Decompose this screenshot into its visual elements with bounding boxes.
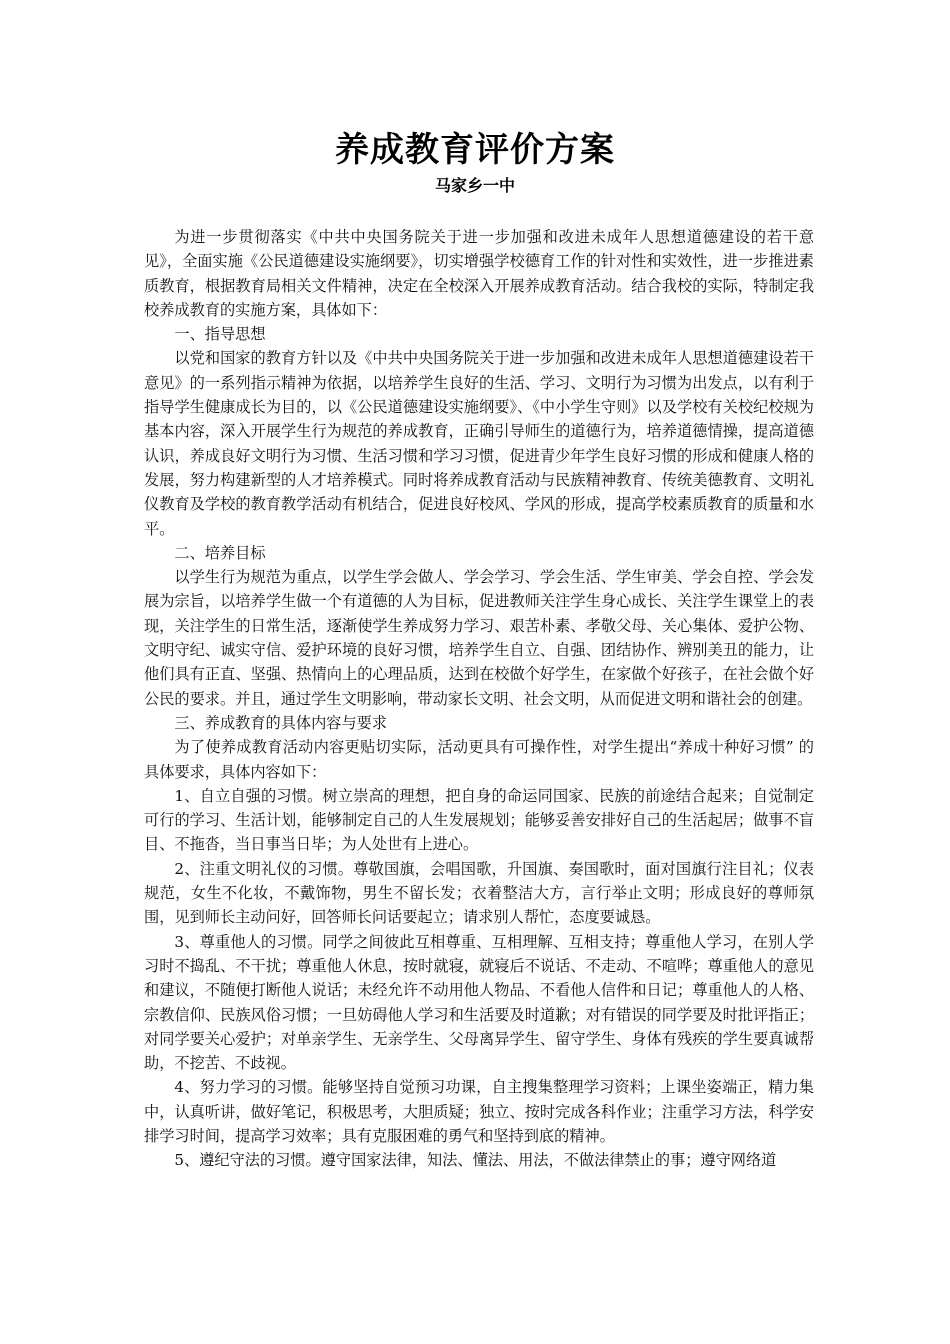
content-requirements-paragraph: 为了使养成教育活动内容更贴切实际，活动更具有可操作性，对学生提出“养成十种好习惯” 的具体要求，具体内容如下：	[144, 738, 814, 781]
habit-item-1: 1、自立自强的习惯。树立崇高的理想，把自身的命运同国家、民族的前途结合起来；自觉制定可行的学习、生活计划，能够制定自己的人生发展规划；能够妥善安排好自己的生活起居；做事不盲目、不拖沓，当日事当日毕；为人处世有上进心。	[144, 786, 814, 854]
document-author: 马家乡一中	[434, 176, 515, 195]
habit-item-4: 4、努力学习的习惯。能够坚持自觉预习功课，自主搜集整理学习资料；上课坐姿端正，精力集中，认真听讲，做好笔记，积极思考，大胆质疑；独立、按时完成各科作业；注重学习方法，科学安排学习时间，提高学习效率；具有克服困难的勇气和坚持到底的精神。	[144, 1078, 814, 1145]
document-body	[144, 225, 814, 1173]
intro-paragraph: 为进一步贯彻落实《中共中央国务院关于进一步加强和改进未成年人思想道德建设的若干意见》，全面实施《公民道德建设实施纲要》，切实增强学校德育工作的针对性和实效性，进一步推进素质教育，根据教育局相关文件精神，决定在全校深入开展养成教育活动。结合我校的实际，特制定我校养成教育的实施方案，具体如下：	[144, 228, 814, 319]
document-title: 养成教育评价方案	[335, 130, 615, 170]
section-heading-content-requirements: 三、养成教育的具体内容与要求	[174, 713, 388, 732]
training-goals-paragraph: 以学生行为规范为重点，以学生学会做人、学会学习、学会生活、学生审美、学会自控、学会发展为宗旨，以培养学生做一个有道德的人为目标，促进教师关注学生身心成长、关注学生课堂上的表现，关注学生的日常生活，逐渐使学生养成努力学习、艰苦朴素、孝敬父母、关心集体、爱护公物、文明守纪、诚实守信、爱护环境的良好习惯，培养学生自立、自强、团结协作、辨别美丑的能力，让他们具有正直、坚强、热情向上的心理品质，达到在校做个好学生，在家做个好孩子，在社会做个好公民的要求。并且，通过学生文明影响，带动家长文明、社会文明，从而促进文明和谐社会的创建。	[144, 568, 814, 708]
habit-item-5: 5、遵纪守法的习惯。遵守国家法律，知法、懂法、用法，不做法律禁止的事；遵守网络道	[174, 1151, 777, 1170]
habit-item-2: 2、注重文明礼仪的习惯。尊敬国旗，会唱国歌，升国旗、奏国歌时，面对国旗行注目礼；仪表规范，女生不化妆，不戴饰物，男生不留长发；衣着整洁大方，言行举止文明；形成良好的尊师氛围，见到师长主动问好，回答师长问话要起立；请求别人帮忙，态度要诚恳。	[144, 859, 814, 927]
section-heading-guiding-ideology: 一、指导思想	[174, 325, 266, 344]
guiding-ideology-paragraph: 以党和国家的教育方针以及《中共中央国务院关于进一步加强和改进未成年人思想道德建设若干意见》的一系列指示精神为依据，以培养学生良好的生活、学习、文明行为习惯为出发点，以有利于指导学生健康成长为目的，以《公民道德建设实施纲要》、《中小学生守则》以及学校有关校纪校规为基本内容，深入开展学生行为规范的养成教育，正确引导师生的道德行为，培养道德情操，提高道德认识，养成良好文明行为习惯、生活习惯和学习习惯，促进青少年学生良好习惯的形成和健康人格的发展，努力构建新型的人才培养模式。同时将养成教育活动与民族精神教育、传统美德教育、文明礼仪教育及学校的教育教学活动有机结合，促进良好校风、学风的形成，提高学校素质教育的质量和水平。	[144, 349, 814, 538]
section-heading-training-goals: 二、培养目标	[174, 543, 266, 562]
habit-item-3: 3、尊重他人的习惯。同学之间彼此互相尊重、互相理解、互相支持；尊重他人学习，在别人学习时不捣乱、不干扰；尊重他人休息，按时就寝，就寝后不说话、不走动、不喧哗；尊重他人的意见和建议，不随便打断他人说话；未经允许不动用他人物品、不看他人信件和日记；尊重他人的人格、宗教信仰、民族风俗习惯；一旦妨碍他人学习和生活要及时道歉；对有错误的同学要及时批评指正；对同学要关心爱护；对单亲学生、无亲学生、父母离异学生、留守学生、身体有残疾的学生要真诚帮助，不挖苦、不歧视。	[144, 932, 814, 1073]
